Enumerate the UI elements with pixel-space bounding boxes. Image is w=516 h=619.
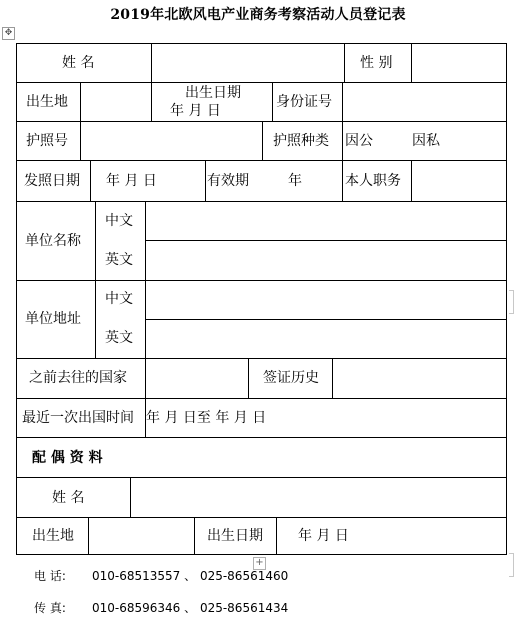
col-divider bbox=[411, 43, 412, 82]
col-divider bbox=[342, 160, 343, 201]
table-move-handle-icon[interactable]: ✥ bbox=[2, 27, 15, 40]
col-divider bbox=[276, 517, 277, 555]
col-divider bbox=[90, 160, 91, 201]
row-divider bbox=[16, 358, 507, 359]
phone-label: 电 话: bbox=[34, 569, 66, 583]
spouse-birthdate-label: 出生日期 bbox=[207, 528, 263, 544]
unit-address-cn-label: 中文 bbox=[105, 291, 133, 307]
col-divider bbox=[194, 517, 195, 555]
col-divider bbox=[151, 82, 152, 121]
spouse-section-label: 配 偶 资 料 bbox=[32, 450, 103, 466]
row-divider bbox=[16, 82, 507, 83]
add-row-icon[interactable]: + bbox=[253, 557, 266, 570]
col-divider bbox=[248, 358, 249, 398]
col-divider bbox=[130, 477, 131, 517]
validity-label: 有效期 bbox=[207, 173, 249, 189]
name-label: 姓 名 bbox=[62, 55, 95, 71]
gender-label: 性 别 bbox=[360, 55, 393, 71]
unit-name-label: 单位名称 bbox=[25, 233, 81, 249]
id-number-label: 身份证号 bbox=[276, 94, 332, 110]
passport-type-label: 护照种类 bbox=[273, 133, 329, 149]
birthdate-format: 年 月 日 bbox=[170, 103, 221, 119]
row-divider bbox=[16, 201, 507, 202]
unit-name-cn-label: 中文 bbox=[105, 213, 133, 229]
position-label: 本人职务 bbox=[345, 173, 401, 189]
col-divider bbox=[151, 43, 152, 82]
margin-marker bbox=[509, 553, 514, 577]
passport-number-label: 护照号 bbox=[26, 133, 68, 149]
unit-address-en-label: 英文 bbox=[105, 330, 133, 346]
row-divider bbox=[145, 240, 507, 241]
col-divider bbox=[411, 160, 412, 201]
last-trip-format: 年 月 日至 年 月 日 bbox=[146, 410, 267, 426]
issue-date-format: 年 月 日 bbox=[106, 173, 157, 189]
validity-format: 年 bbox=[288, 173, 302, 189]
unit-name-en-label: 英文 bbox=[105, 252, 133, 268]
row-divider bbox=[16, 517, 507, 518]
col-divider bbox=[342, 121, 343, 160]
spouse-birthplace-label: 出生地 bbox=[32, 528, 74, 544]
col-divider bbox=[80, 82, 81, 121]
col-divider bbox=[332, 358, 333, 398]
phone-value: 010-68513557 、 025-86561460 bbox=[92, 569, 289, 583]
row-divider bbox=[16, 280, 507, 281]
unit-address-label: 单位地址 bbox=[25, 311, 81, 327]
form-title: 2019年北欧风电产业商务考察活动人员登记表 bbox=[110, 7, 406, 23]
col-divider bbox=[145, 358, 146, 398]
col-divider bbox=[262, 121, 263, 160]
fax-value: 010-68596346 、 025-86561434 bbox=[92, 601, 289, 615]
fax-label: 传 真: bbox=[34, 601, 66, 615]
spouse-name-label: 姓 名 bbox=[52, 490, 85, 506]
registration-table bbox=[16, 43, 507, 555]
col-divider bbox=[88, 517, 89, 555]
row-divider bbox=[145, 319, 507, 320]
margin-marker bbox=[509, 290, 514, 314]
row-divider bbox=[16, 477, 507, 478]
col-divider bbox=[95, 201, 96, 358]
col-divider bbox=[342, 82, 343, 121]
visa-history-label: 签证历史 bbox=[263, 370, 319, 386]
passport-type-public: 因公 bbox=[345, 133, 373, 149]
last-trip-label: 最近一次出国时间 bbox=[22, 410, 134, 426]
col-divider bbox=[205, 160, 206, 201]
col-divider bbox=[344, 43, 345, 82]
row-divider bbox=[16, 437, 507, 438]
passport-type-private: 因私 bbox=[412, 133, 440, 149]
birthplace-label: 出生地 bbox=[26, 94, 68, 110]
birthdate-label: 出生日期 bbox=[185, 85, 241, 101]
col-divider bbox=[80, 121, 81, 160]
issue-date-label: 发照日期 bbox=[24, 173, 80, 189]
previous-countries-label: 之前去往的国家 bbox=[29, 370, 127, 386]
row-divider bbox=[16, 398, 507, 399]
col-divider bbox=[272, 82, 273, 121]
col-divider bbox=[145, 201, 146, 358]
spouse-birthdate-format: 年 月 日 bbox=[298, 528, 349, 544]
